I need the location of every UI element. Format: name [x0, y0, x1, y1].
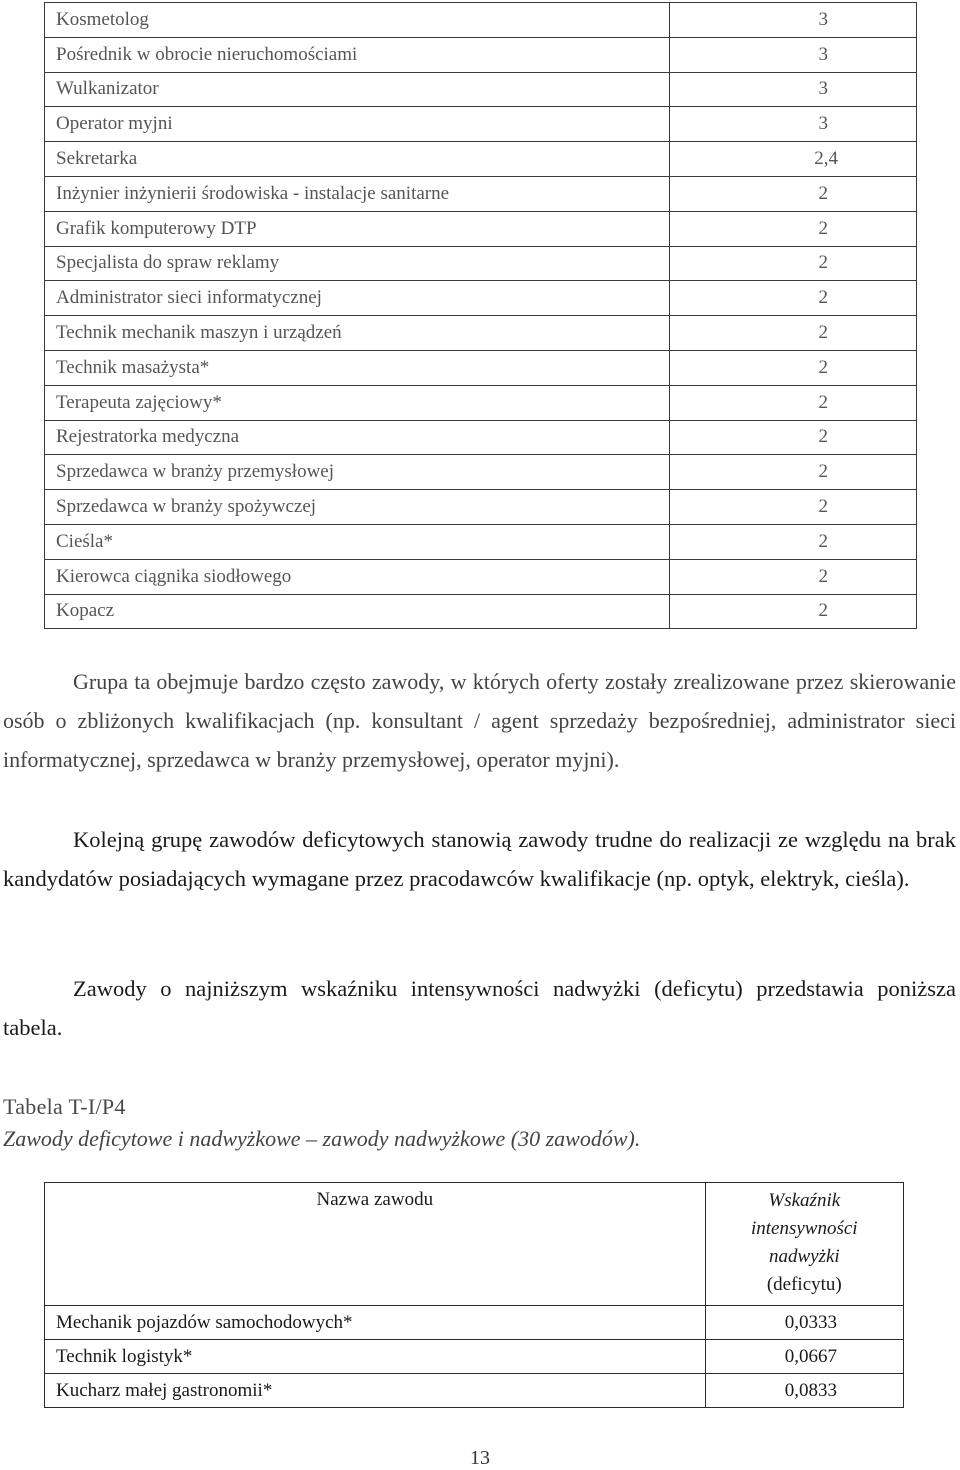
table-row [45, 385, 917, 420]
occupation-name: Grafik komputerowy DTP [45, 211, 670, 246]
index-value: 3 [670, 37, 917, 72]
table-row [45, 3, 917, 38]
table-row [45, 107, 917, 142]
table-caption: Zawody deficytowe i nadwyżkowe – zawody nadwyżkowe (30 zawodów). [3, 1126, 641, 1151]
surplus-occupations-table [44, 1182, 904, 1408]
occupation-name: Operator myjni [45, 107, 670, 142]
index-value: 2 [670, 350, 917, 385]
index-value: 2 [670, 176, 917, 211]
index-value: 2 [670, 524, 917, 559]
index-value: 2,4 [670, 142, 917, 177]
occupation-name: Wulkanizator [45, 72, 670, 107]
table-header [45, 1183, 904, 1306]
occupation-name: Terapeuta zajęciowy* [45, 385, 670, 420]
occupation-name: Kierowca ciągnika siodłowego [45, 559, 670, 594]
header-row [45, 1183, 904, 1306]
table-row [45, 37, 917, 72]
header-line: (deficytu) [766, 1274, 842, 1295]
index-value: 3 [670, 72, 917, 107]
occupation-index-table [44, 2, 917, 629]
index-value: 2 [670, 211, 917, 246]
table-row [45, 246, 917, 281]
occupation-name: Rejestratorka medyczna [45, 420, 670, 455]
table-row [45, 211, 917, 246]
index-value: 2 [670, 559, 917, 594]
index-value: 2 [670, 385, 917, 420]
index-value: 2 [670, 594, 917, 629]
occupation-name: Specjalista do spraw reklamy [45, 246, 670, 281]
index-value: 2 [670, 316, 917, 351]
table-row [45, 1340, 904, 1374]
index-value: 0,0333 [705, 1306, 903, 1340]
table-row [45, 350, 917, 385]
header-line: intensywności [750, 1218, 858, 1239]
page-number: 13 [470, 1447, 490, 1469]
occupation-name: Kucharz małej gastronomii* [45, 1374, 706, 1408]
header-occupation-name: Nazwa zawodu [45, 1183, 706, 1306]
occupation-name: Sprzedawca w branży spożywczej [45, 490, 670, 525]
index-value: 2 [670, 420, 917, 455]
table-row [45, 524, 917, 559]
table-row [45, 176, 917, 211]
table-row [45, 1306, 904, 1340]
index-value: 3 [670, 107, 917, 142]
index-value: 0,0667 [705, 1340, 903, 1374]
surplus-table-body [45, 1306, 904, 1408]
index-value: 3 [670, 3, 917, 38]
index-value: 2 [670, 455, 917, 490]
table-row [45, 420, 917, 455]
table-row [45, 1374, 904, 1408]
occupation-name: Kopacz [45, 594, 670, 629]
index-value: 2 [670, 490, 917, 525]
occupation-table-body [45, 3, 917, 629]
paragraph-group-description: Grupa ta obejmuje bardzo często zawody, w których oferty zostały zrealizowane przez skierowanie osób o zbliżonych kwalifikacjach (np. konsultant / agent sprzedaży bezpośredniej, administrator sieci informatycznej, sprzedawca w branży przemysłowej, operator myjni). [3, 669, 956, 772]
table-label: Tabela T-I/P4 [3, 1094, 126, 1119]
occupation-name: Cieśla* [45, 524, 670, 559]
occupation-name: Sekretarka [45, 142, 670, 177]
occupation-name: Administrator sieci informatycznej [45, 281, 670, 316]
paragraph-table-intro: Zawody o najniższym wskaźniku intensywności nadwyżki (deficytu) przedstawia poniższa tabela. [3, 976, 956, 1040]
table-row [45, 281, 917, 316]
table-row [45, 72, 917, 107]
occupation-name: Technik mechanik maszyn i urządzeń [45, 316, 670, 351]
index-value: 2 [670, 246, 917, 281]
occupation-name: Sprzedawca w branży przemysłowej [45, 455, 670, 490]
header-line: Wskaźnik [768, 1190, 841, 1211]
table-row [45, 594, 917, 629]
table-row [45, 559, 917, 594]
index-value: 0,0833 [705, 1374, 903, 1408]
index-value: 2 [670, 281, 917, 316]
occupation-name: Technik masażysta* [45, 350, 670, 385]
table-row [45, 316, 917, 351]
table-row [45, 142, 917, 177]
occupation-name: Inżynier inżynierii środowiska - instalacje sanitarne [45, 176, 670, 211]
paragraph-deficit-occupations: Kolejną grupę zawodów deficytowych stanowią zawody trudne do realizacji ze względu na brak kandydatów posiadających wymagane przez pracodawców kwalifikacje (np. optyk, elektryk, cieśla). [3, 827, 956, 891]
occupation-name: Kosmetolog [45, 3, 670, 38]
occupation-name: Mechanik pojazdów samochodowych* [45, 1306, 706, 1340]
header-surplus-index [705, 1183, 903, 1306]
occupation-name: Pośrednik w obrocie nieruchomościami [45, 37, 670, 72]
header-line: nadwyżki [768, 1246, 840, 1267]
table-row [45, 490, 917, 525]
table-row [45, 455, 917, 490]
occupation-name: Technik logistyk* [45, 1340, 706, 1374]
